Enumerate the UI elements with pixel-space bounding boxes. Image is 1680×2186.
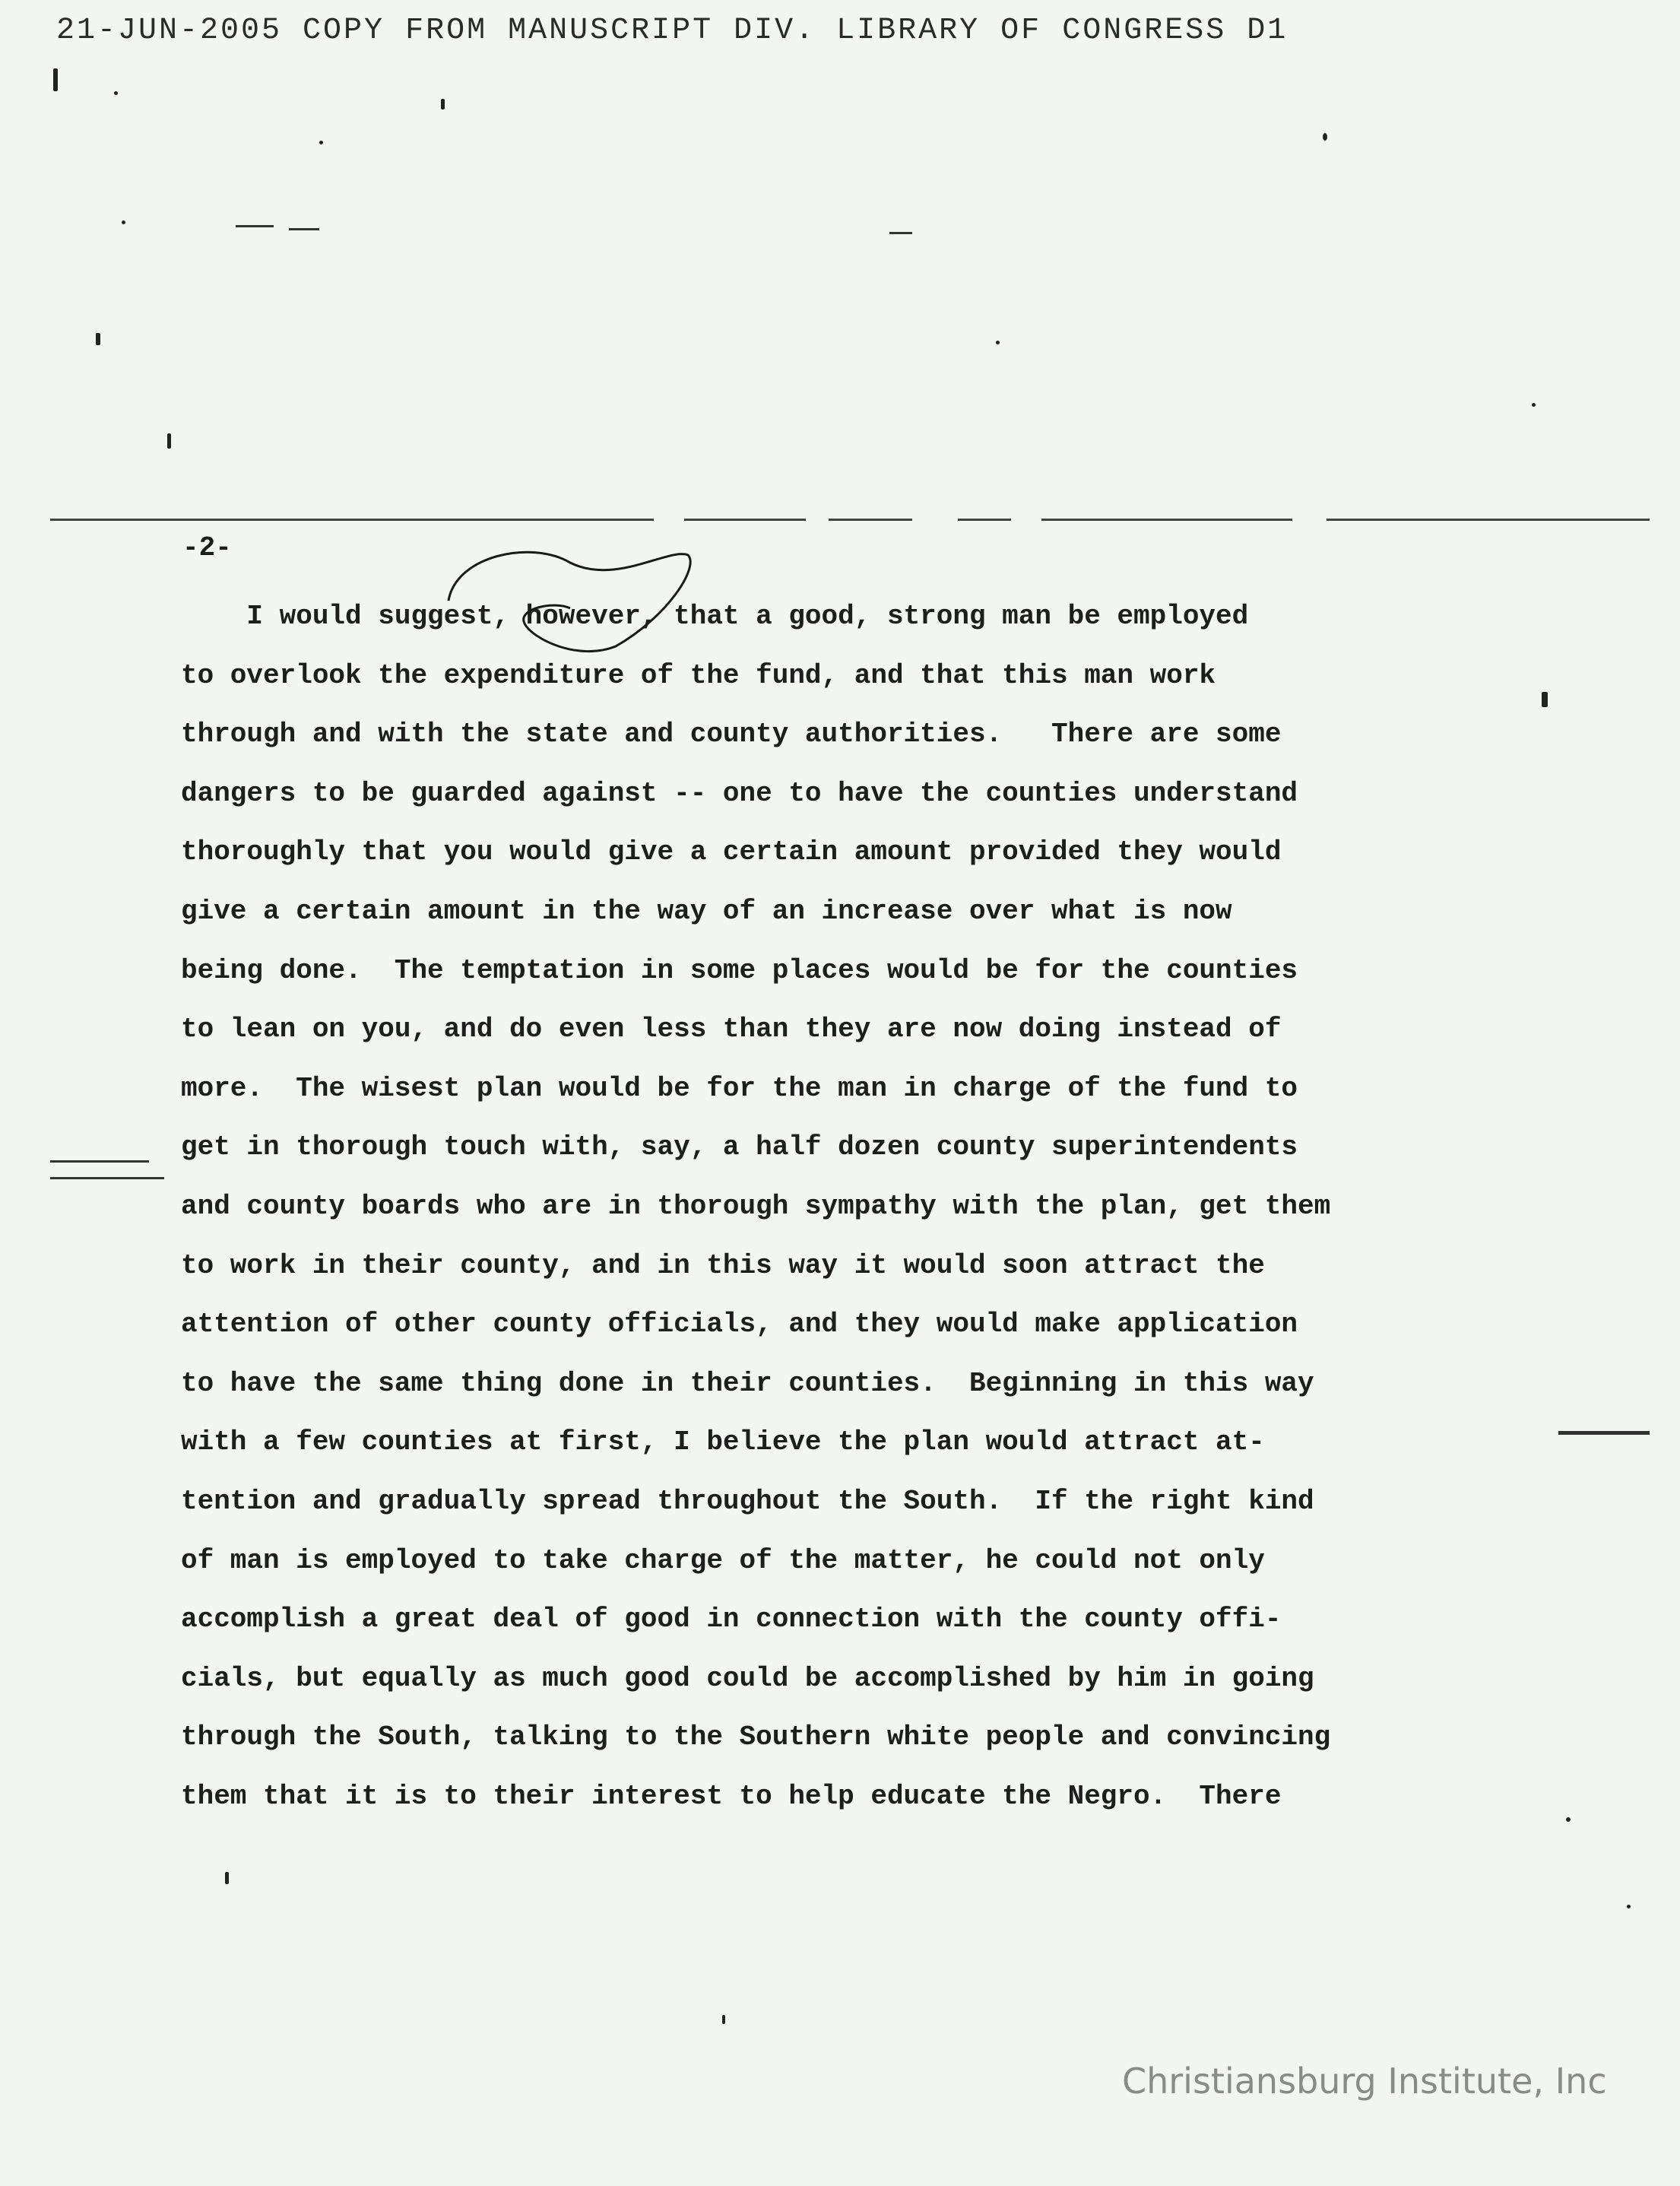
letter-line: dangers to be guarded against -- one to have the counties understand bbox=[181, 777, 1298, 809]
rule-gap bbox=[1011, 517, 1041, 523]
scan-speck bbox=[114, 91, 118, 95]
scan-mark bbox=[1542, 692, 1548, 707]
scan-mark bbox=[441, 99, 445, 109]
letter-line: to have the same thing done in their counties. Beginning in this way bbox=[181, 1367, 1314, 1399]
letter-line: give a certain amount in the way of an increase over what is now bbox=[181, 895, 1232, 927]
letter-body bbox=[181, 587, 1488, 1826]
scan-mark bbox=[53, 68, 58, 91]
archive-stamp: 21-JUN-2005 COPY FROM MANUSCRIPT DIV. LIBRARY OF CONGRESS D1 bbox=[56, 14, 1289, 48]
scan-speck bbox=[1532, 403, 1536, 407]
rule-gap bbox=[912, 517, 958, 523]
page-number: -2- bbox=[182, 532, 232, 563]
letter-line: through and with the state and county authorities. There are some bbox=[181, 719, 1282, 750]
rule-gap bbox=[806, 517, 829, 523]
letter-line: thoroughly that you would give a certain amount provided they would bbox=[181, 836, 1282, 868]
watermark: Christiansburg Institute, Inc bbox=[1122, 2061, 1607, 2102]
letter-line: more. The wisest plan would be for the man in charge of the fund to bbox=[181, 1072, 1298, 1104]
letter-line: through the South, talking to the Southern white people and convincing bbox=[181, 1721, 1331, 1753]
scan-dash bbox=[889, 232, 912, 234]
scan-dash bbox=[1558, 1431, 1650, 1435]
scan-speck bbox=[1627, 1905, 1631, 1908]
letter-line: being done. The temptation in some places would be for the counties bbox=[181, 954, 1298, 986]
letter-line: cials, but equally as much good could be accomplished by him in going bbox=[181, 1662, 1314, 1694]
letter-line: to overlook the expenditure of the fund, and that this man work bbox=[181, 659, 1216, 691]
letter-line: of man is employed to take charge of the matter, he could not only bbox=[181, 1544, 1265, 1576]
letter-line: and county boards who are in thorough sympathy with the plan, get them bbox=[181, 1190, 1331, 1222]
scan-speck bbox=[1323, 133, 1327, 141]
scan-mark bbox=[225, 1872, 229, 1884]
letter-line: them that it is to their interest to help educate the Negro. There bbox=[181, 1780, 1282, 1812]
scan-speck bbox=[996, 341, 1000, 344]
scan-mark bbox=[167, 433, 171, 449]
scan-speck bbox=[1566, 1817, 1571, 1822]
scan-speck bbox=[319, 141, 323, 144]
letter-line: to lean on you, and do even less than they are now doing instead of bbox=[181, 1014, 1282, 1045]
scan-dash bbox=[50, 1160, 149, 1163]
letter-line: to work in their county, and in this way it would soon attract the bbox=[181, 1249, 1265, 1281]
letter-line: get in thorough touch with, say, a half dozen county superintendents bbox=[181, 1131, 1298, 1163]
scan-dash bbox=[50, 1177, 164, 1179]
scan-speck bbox=[122, 221, 125, 224]
scan-mark bbox=[722, 2015, 725, 2024]
scan-mark bbox=[96, 333, 100, 345]
letter-line: attention of other county officials, and they would make application bbox=[181, 1309, 1298, 1340]
letter-line: tention and gradually spread throughout the South. If the right kind bbox=[181, 1485, 1314, 1517]
scan-dash bbox=[289, 228, 319, 230]
rule-gap bbox=[654, 517, 684, 523]
rule-gap bbox=[1292, 517, 1327, 523]
horizontal-rule bbox=[50, 519, 1650, 521]
scan-dash bbox=[236, 225, 274, 227]
letter-line: with a few counties at first, I believe the plan would attract at- bbox=[181, 1426, 1265, 1458]
letter-line: I would suggest, however, that a good, strong man be employed bbox=[181, 601, 1249, 632]
letter-line: accomplish a great deal of good in connection with the county offi- bbox=[181, 1604, 1282, 1636]
